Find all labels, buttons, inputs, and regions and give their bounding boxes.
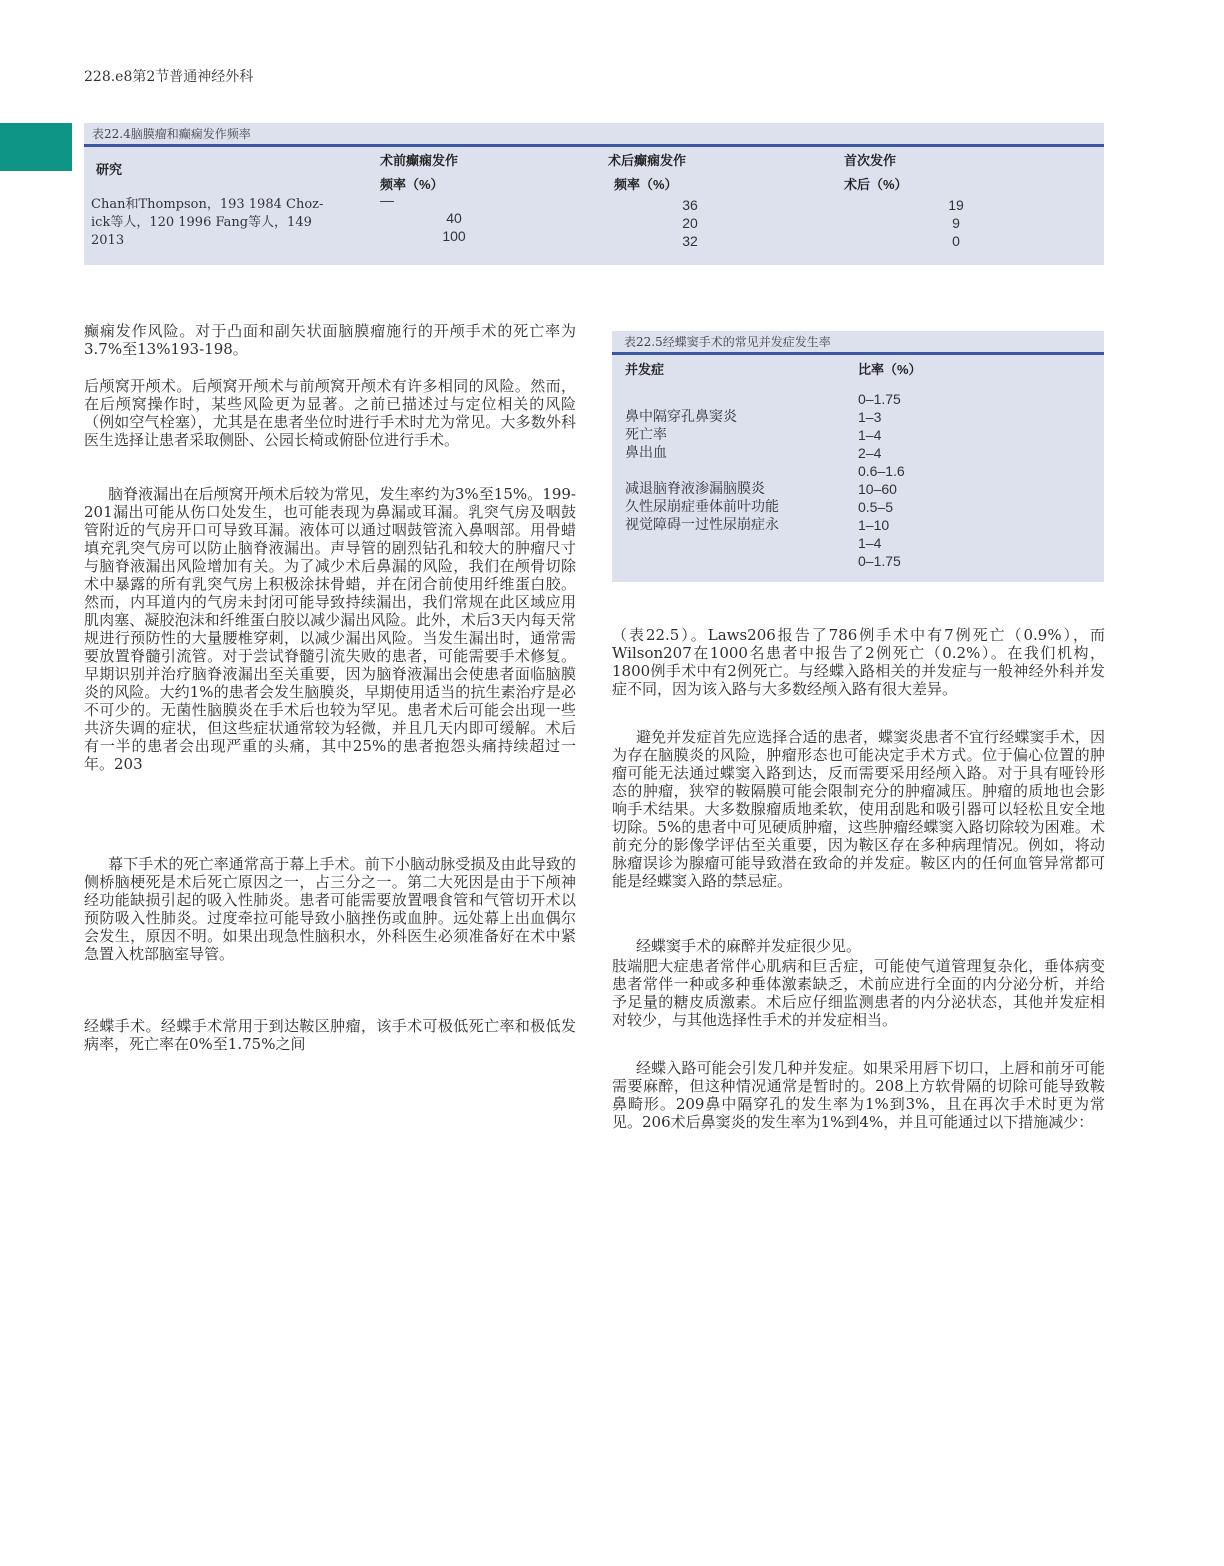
running-head: 228.e8第2节普通神经外科 bbox=[84, 69, 254, 85]
table-rule bbox=[84, 144, 1104, 147]
postop-value: 36 bbox=[682, 197, 698, 213]
col-header-preop-line1: 术前癫痫发作 bbox=[380, 153, 459, 168]
complication-list bbox=[625, 408, 779, 534]
postop-value: 20 bbox=[682, 215, 698, 231]
postop-value: 32 bbox=[682, 233, 698, 249]
preop-value: 40 bbox=[446, 210, 462, 226]
rate-value: 2–4 bbox=[858, 445, 882, 461]
rate-value: 0–1.75 bbox=[858, 391, 901, 407]
rate-value: 10–60 bbox=[858, 481, 897, 497]
col-header-study: 研究 bbox=[96, 162, 123, 177]
right-paragraph-1: （表22.5）。Laws206报告了786例手术中有7例死亡（0.9%），而Wilson207在1000名患者中报告了2例死亡（0.2%）。在我们机构，1800例手术中有2例死亡。与经蝶入路相关的并发症与一般神经外科并发症不同，因为该入路与大多数经颅入路有很大差异。 bbox=[612, 626, 1105, 698]
table-caption: 表22.4脑膜瘤和癫痫发作频率 bbox=[92, 127, 251, 141]
left-paragraph-5: 经蝶手术。经蝶手术常用于到达鞍区肿瘤，该手术可极低死亡率和极低发病率，死亡率在0%至1.75%之间 bbox=[84, 1017, 576, 1053]
table-22-5 bbox=[612, 331, 1104, 582]
col-header-preop-line2: 频率（%） bbox=[380, 177, 444, 192]
study-line: ick等人，120 1996 Fang等人，149 bbox=[91, 215, 312, 230]
first-seizure-value: 9 bbox=[952, 215, 960, 231]
study-line: Chan和Thompson，193 1984 Choz- bbox=[91, 197, 324, 212]
complication-item: 视觉障碍一过性尿崩症永 bbox=[625, 517, 779, 533]
blank-row bbox=[625, 462, 779, 480]
col-header-first-line2: 术后（%） bbox=[844, 177, 908, 192]
right-paragraph-5: 经蝶入路可能会引发几种并发症。如果采用唇下切口，上唇和前牙可能需要麻醉，但这种情况通常是暂时的。208上方软骨隔的切除可能导致鞍鼻畸形。209鼻中隔穿孔的发生率为1%到3%，且在再次手术时更为常见。206术后鼻窦炎的发生率为1%到4%，并且可能通过以下措施减少： bbox=[612, 1059, 1105, 1131]
study-line: 2013 bbox=[91, 233, 125, 248]
chapter-tab-marker bbox=[0, 123, 72, 171]
right-paragraph-4: 肢端肥大症患者常伴心肌病和巨舌症，可能使气道管理复杂化，垂体病变患者常伴一种或多种垂体激素缺乏，术前应进行全面的内分泌分析，并给予足量的糖皮质激素。术后应仔细监测患者的内分泌状态，其他并发症相对较少，与其他选择性手术的并发症相当。 bbox=[612, 957, 1105, 1029]
complication-item: 久性尿崩症垂体前叶功能 bbox=[625, 499, 779, 515]
left-paragraph-2: 后颅窝开颅术。后颅窝开颅术与前颅窝开颅术有许多相同的风险。然而，在后颅窝操作时，某些风险更为显著。之前已描述过与定位相关的风险（例如空气栓塞），尤其是在患者坐位时进行手术时尤为常见。大多数外科医生选择让患者采取侧卧、公园长椅或俯卧位进行手术。 bbox=[84, 377, 576, 449]
rate-value: 1–4 bbox=[858, 535, 882, 551]
first-seizure-value: 0 bbox=[952, 233, 960, 249]
preop-value: 100 bbox=[442, 228, 466, 244]
col-header-complication: 并发症 bbox=[625, 362, 665, 377]
preop-dash: — bbox=[380, 192, 394, 208]
rate-value: 0–1.75 bbox=[858, 553, 901, 569]
col-header-rate: 比率（%） bbox=[858, 362, 922, 377]
table-caption: 表22.5经蝶窦手术的常见并发症发生率 bbox=[624, 335, 831, 349]
first-seizure-value: 19 bbox=[948, 197, 964, 213]
rate-value: 0.6–1.6 bbox=[858, 463, 905, 479]
complication-item: 鼻出血 bbox=[625, 445, 667, 461]
right-paragraph-2: 避免并发症首先应选择合适的患者，蝶窦炎患者不宜行经蝶窦手术，因为存在脑膜炎的风险，肿瘤形态也可能决定手术方式。位于偏心位置的肿瘤可能无法通过蝶窦入路到达，反而需要采用经颅入路。对于具有哑铃形态的肿瘤，狭窄的鞍隔膜可能会限制充分的肿瘤减压。肿瘤的质地也会影响手术结果。大多数腺瘤质地柔软，使用刮匙和吸引器可以轻松且安全地切除。5%的患者中可见硬质肿瘤，这些肿瘤经蝶窦入路切除较为困难。术前充分的影像学评估至关重要，因为鞍区存在多种病理情况。例如，将动脉瘤误诊为腺瘤可能导致潜在致命的并发症。鞍区内的任何血管异常都可能是经蝶窦入路的禁忌症。 bbox=[612, 728, 1105, 890]
table-22-4 bbox=[84, 123, 1104, 265]
left-paragraph-1: 癫痫发作风险。对于凸面和副矢状面脑膜瘤施行的开颅手术的死亡率为3.7%至13%193-198。 bbox=[84, 322, 576, 358]
complication-item: 死亡率 bbox=[625, 427, 667, 443]
col-header-first-line1: 首次发作 bbox=[844, 153, 897, 168]
table-rule bbox=[612, 352, 1104, 355]
left-paragraph-3: 脑脊液漏出在后颅窝开颅术后较为常见，发生率约为3%至15%。199-201漏出可能从伤口处发生，也可能表现为鼻漏或耳漏。乳突气房及咽鼓管附近的气房开口可导致耳漏。液体可以通过咽鼓管流入鼻咽部。用骨蜡填充乳突气房可以防止脑脊液漏出。声导管的剧烈钻孔和较大的肿瘤尺寸与脑脊液漏出风险增加有关。为了减少术后鼻漏的风险，我们在颅骨切除术中暴露的所有乳突气房上积极涂抹骨蜡，并在闭合前使用纤维蛋白胶。然而，内耳道内的气房未封闭可能导致持续漏出，我们常规在此区域应用肌肉塞、凝胶泡沫和纤维蛋白胶以减少漏出风险。此外，术后3天内每天常规进行预防性的大量腰椎穿刺，以减少漏出风险。当发生漏出时，通常需要放置脊髓引流管。对于尝试脊髓引流失败的患者，可能需要手术修复。早期识别并治疗脑脊液漏出至关重要，因为脑脊液漏出会使患者面临脑膜炎的风险。大约1%的患者会发生脑膜炎，早期使用适当的抗生素治疗是必不可少的。无菌性脑膜炎在手术后也较为罕见。患者术后可能会出现一些共济失调的症状，但这些症状通常较为轻微，并且几天内即可缓解。术后有一半的患者会出现严重的头痛，其中25%的患者抱怨头痛持续超过一年。203 bbox=[84, 485, 576, 773]
right-paragraph-3: 经蝶窦手术的麻醉并发症很少见。 bbox=[636, 937, 862, 955]
left-paragraph-4: 幕下手术的死亡率通常高于幕上手术。前下小脑动脉受损及由此导致的侧桥脑梗死是术后死亡原因之一，占三分之一。第二大死因是由于下颅神经功能缺损引起的吸入性肺炎。患者可能需要放置喂食管和气管切开术以预防吸入性肺炎。过度牵拉可能导致小脑挫伤或血肿。远处幕上出血偶尔会发生，原因不明。如果出现急性脑积水，外科医生必须准备好在术中紧急置入枕部脑室导管。 bbox=[84, 855, 576, 963]
study-cell bbox=[91, 196, 341, 250]
rate-list bbox=[858, 390, 905, 570]
rate-value: 1–10 bbox=[858, 517, 890, 533]
rate-value: 1–3 bbox=[858, 409, 882, 425]
rate-value: 0.5–5 bbox=[858, 499, 894, 515]
col-header-postop-line1: 术后癫痫发作 bbox=[608, 153, 687, 168]
complication-item: 减退脑脊液渗漏脑膜炎 bbox=[625, 481, 765, 497]
complication-item: 鼻中隔穿孔鼻窦炎 bbox=[625, 409, 737, 425]
col-header-postop-line2: 频率（%） bbox=[614, 177, 678, 192]
rate-value: 1–4 bbox=[858, 427, 882, 443]
